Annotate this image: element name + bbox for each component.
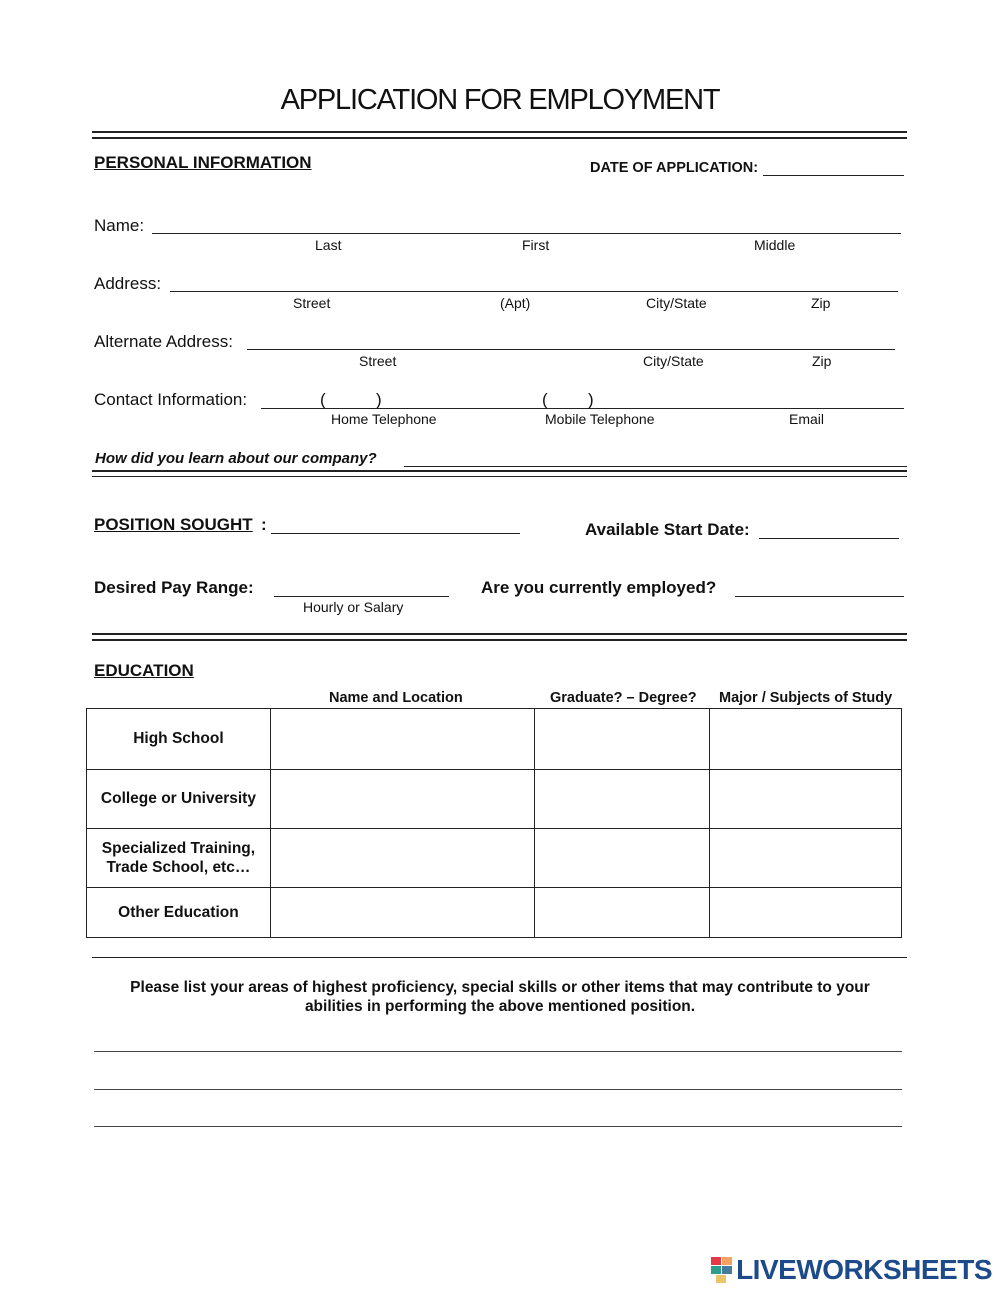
row-label-specialized-training: Specialized Training, Trade School, etc…: [87, 829, 271, 888]
logo-mark-icon: [711, 1257, 733, 1283]
page-title: APPLICATION FOR EMPLOYMENT: [280, 84, 720, 116]
cell-training-name[interactable]: [270, 829, 534, 888]
divider: [92, 131, 907, 133]
cell-college-major[interactable]: [710, 770, 902, 829]
contact-field[interactable]: [261, 408, 904, 409]
address-sub-city-state: City/State: [646, 295, 707, 311]
row-label-college: College or University: [87, 770, 271, 829]
learn-about-field[interactable]: [404, 466, 907, 467]
column-header-major: Major / Subjects of Study: [719, 690, 893, 706]
liveworksheets-logo: [711, 1254, 992, 1286]
address-field[interactable]: [170, 291, 898, 292]
contact-label: Contact Information:: [94, 390, 248, 409]
personal-info-heading: PERSONAL INFORMATION: [94, 153, 312, 172]
row-label-other-education: Other Education: [87, 888, 271, 938]
divider: [92, 137, 907, 139]
skills-line-2[interactable]: [94, 1089, 902, 1090]
education-table: [86, 708, 902, 938]
contact-sub-mobile: Mobile Telephone: [545, 411, 655, 427]
row-label-high-school: High School: [87, 709, 271, 770]
alt-address-sub-city-state: City/State: [643, 353, 704, 369]
learn-about-label: How did you learn about our company?: [95, 450, 377, 467]
column-header-name-location: Name and Location: [329, 690, 463, 706]
name-sub-middle: Middle: [754, 237, 796, 253]
divider: [92, 476, 907, 477]
skills-line-1[interactable]: [94, 1051, 902, 1052]
address-sub-street: Street: [293, 295, 331, 311]
pay-sub-hourly-salary: Hourly or Salary: [303, 599, 404, 615]
name-sub-last: Last: [315, 237, 342, 253]
cell-college-degree[interactable]: [534, 770, 710, 829]
table-row: [87, 888, 902, 938]
alt-address-sub-street: Street: [359, 353, 397, 369]
alt-address-label: Alternate Address:: [94, 332, 233, 351]
address-label: Address:: [94, 274, 162, 293]
contact-sub-email: Email: [789, 411, 825, 427]
cell-training-major[interactable]: [710, 829, 902, 888]
home-paren-close: ): [376, 390, 382, 409]
alt-address-field[interactable]: [247, 349, 895, 350]
address-sub-zip: Zip: [811, 295, 831, 311]
position-sought-label: POSITION SOUGHT: [94, 515, 253, 534]
home-paren-open: (: [320, 390, 326, 409]
contact-sub-home: Home Telephone: [331, 411, 437, 427]
mobile-paren-close: ): [588, 390, 594, 409]
logo-text: LIVEWORKSHEETS: [736, 1254, 992, 1285]
divider: [92, 470, 907, 472]
column-header-degree: Graduate? – Degree?: [550, 690, 697, 706]
cell-other-major[interactable]: [710, 888, 902, 938]
currently-employed-label: Are you currently employed?: [481, 578, 717, 597]
table-row: [87, 770, 902, 829]
available-start-date-field[interactable]: [759, 538, 899, 539]
cell-high-school-major[interactable]: [710, 709, 902, 770]
cell-college-name[interactable]: [270, 770, 534, 829]
name-field[interactable]: [152, 233, 901, 234]
desired-pay-range-label: Desired Pay Range:: [94, 578, 254, 597]
position-sought-colon: :: [261, 515, 267, 534]
currently-employed-field[interactable]: [735, 596, 904, 597]
cell-other-name[interactable]: [270, 888, 534, 938]
cell-training-degree[interactable]: [534, 829, 710, 888]
divider: [92, 957, 907, 958]
date-of-application-label: DATE OF APPLICATION:: [590, 160, 759, 176]
desired-pay-range-field[interactable]: [274, 596, 449, 597]
name-sub-first: First: [522, 237, 550, 253]
education-heading: EDUCATION: [94, 661, 194, 680]
cell-high-school-name[interactable]: [270, 709, 534, 770]
name-label: Name:: [94, 216, 145, 235]
position-sought-field[interactable]: [271, 533, 520, 534]
table-row: [87, 709, 902, 770]
divider: [92, 633, 907, 635]
skills-line-3[interactable]: [94, 1126, 902, 1127]
alt-address-sub-zip: Zip: [812, 353, 832, 369]
table-row: [87, 829, 902, 888]
cell-other-degree[interactable]: [534, 888, 710, 938]
date-of-application-field[interactable]: [763, 175, 904, 176]
address-sub-apt: (Apt): [500, 295, 531, 311]
available-start-date-label: Available Start Date:: [585, 520, 750, 539]
mobile-paren-open: (: [542, 390, 548, 409]
divider: [92, 639, 907, 641]
cell-high-school-degree[interactable]: [534, 709, 710, 770]
skills-prompt: Please list your areas of highest proficiency, special skills or other items that may contribute to your abilities in performing the above mentioned position.: [130, 979, 870, 1015]
